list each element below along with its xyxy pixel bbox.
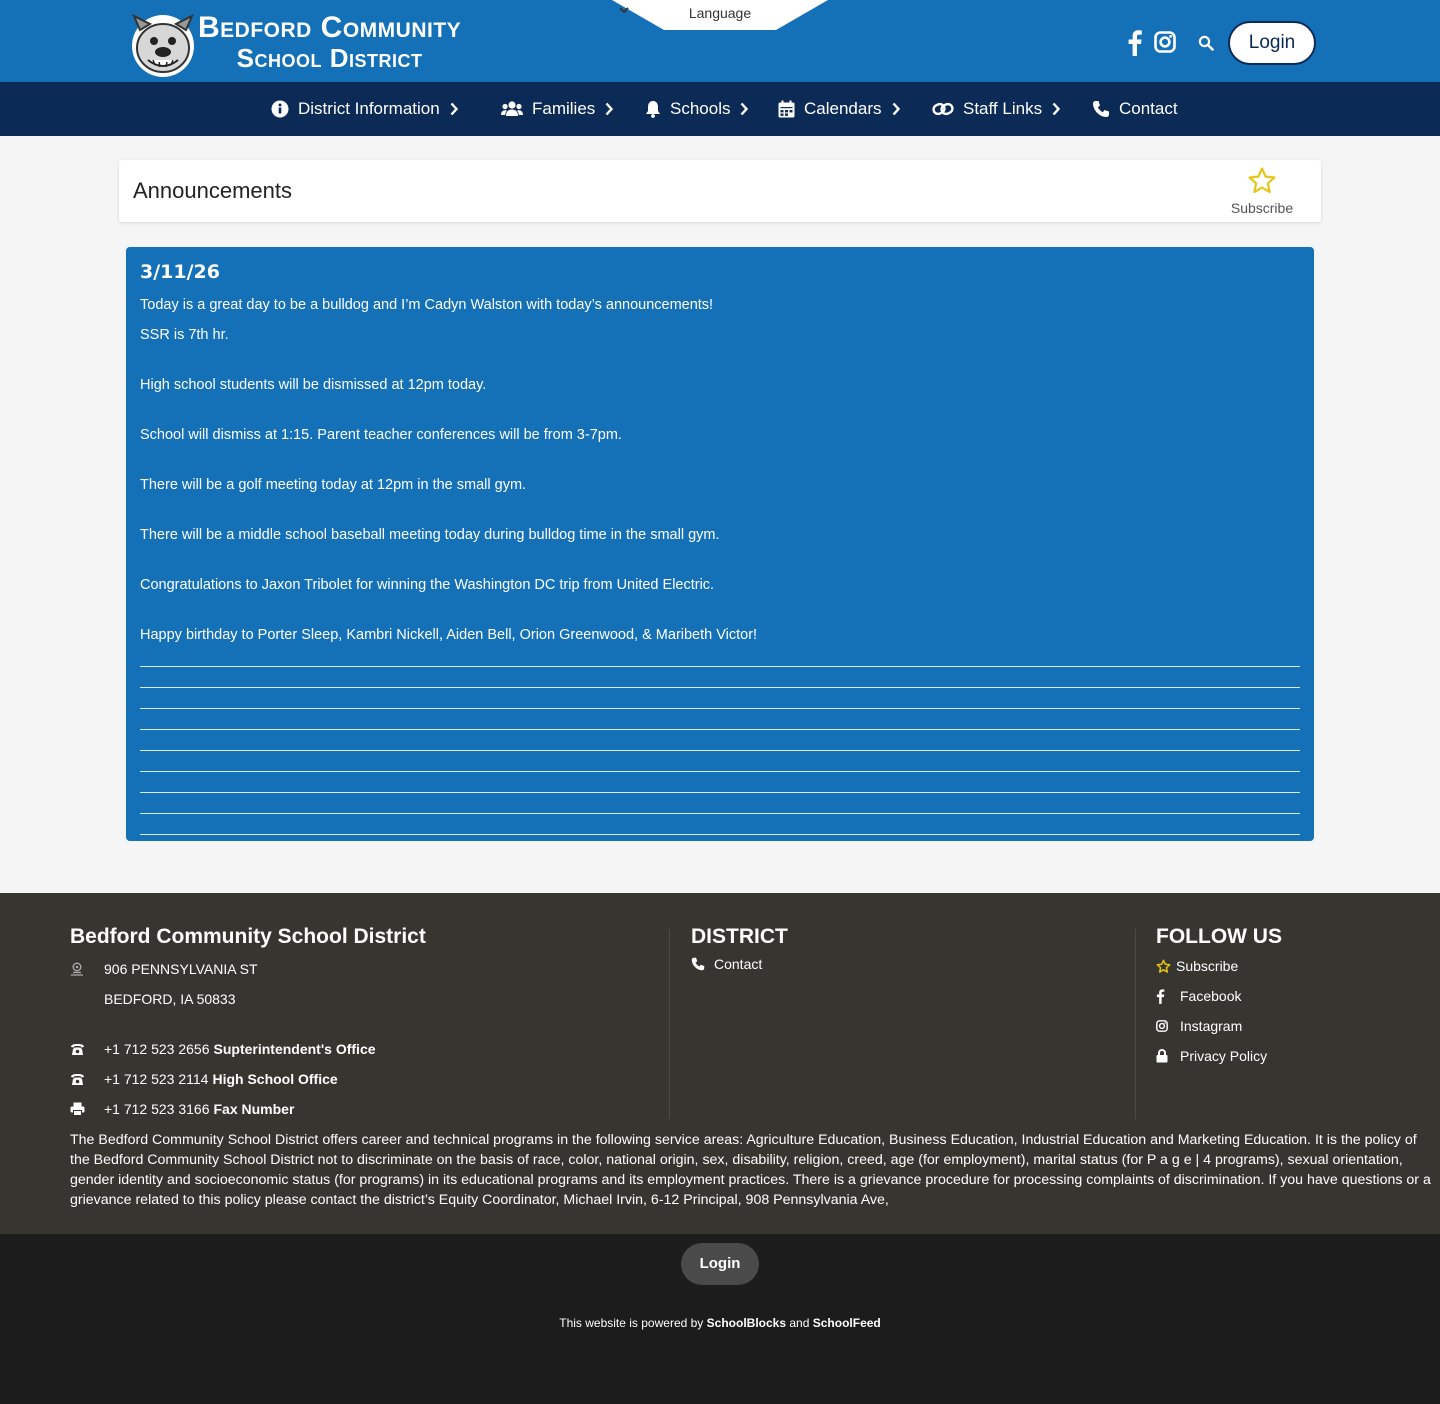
footer-link-label: Privacy Policy [1180,1048,1268,1064]
footer-link-label: Contact [714,956,763,972]
main-nav [0,82,1440,136]
announcement-line: Happy birthday to Porter Sleep, Kambri Nickell, Aiden Bell, Orion Greenwood, & Maribeth Victor! [140,627,758,643]
star-icon [1247,166,1277,196]
phone-icon [691,957,714,971]
announcement-line: Today is a great day to be a bulldog and I’m Cadyn Walston with today’s announcements! [140,297,714,313]
language-label: Language [688,5,752,21]
login-button[interactable]: Login [1228,21,1316,65]
lock-icon [1156,1049,1180,1063]
footer-org-name: Bedford Community School District [70,925,426,948]
nav-item-schools[interactable] [645,82,749,136]
fax-label: Fax Number [213,1101,295,1117]
nav-item-label: Schools [670,99,731,118]
announcement-line: High school students will be dismissed at 12pm today. [140,377,487,393]
footer-fax[interactable] [70,1101,294,1117]
divider [140,813,1300,814]
footer-link-label: Facebook [1180,988,1242,1004]
powered-prefix: This website is powered by [559,1316,704,1330]
bulldog-logo-icon [128,8,198,78]
phone-label: High School Office [212,1071,338,1087]
announcement-line: Congratulations to Jaxon Tribolet for winning the Washington DC trip from United Electric. [140,577,715,593]
logo-title-line1: Bedford Community [198,11,462,44]
divider [140,708,1300,709]
chevron-down-icon [618,5,630,15]
phone-icon [1092,100,1110,118]
nav-item-label: Families [532,99,596,118]
chevron-right-icon [1051,102,1061,116]
announcement-line: School will dismiss at 1:15. Parent teacher conferences will be from 3-7pm. [140,427,622,443]
chevron-right-icon [891,102,901,116]
calendar-icon [778,100,795,118]
footer-link-contact[interactable] [691,956,762,972]
divider [140,771,1300,772]
nav-item-label: District Information [298,99,440,118]
nondiscrimination-statement: The Bedford Community School District offers career and technical programs in the following service areas: Agriculture Education, Business Education, Industrial Education and Marketing Education. It is the policy of the Bedford Community School District not to discriminate on the basis of race, color, national origin, sex, disability, religion, creed, age (for employment), marital status (for P a g e | 4 programs), sexual orientation, gender identity and socioeconomic status (for programs) in its educational programs and its employment practices. There is a grievance procedure for processing complaints of discrimination. If you have questions or a grievance related to this policy please contact the district’s Equity Coordinator, Michael Irvin, 6-12 Principal, 908 Pennsylvania Ave, [70,1132,1431,1208]
phone-label: Supterintendent's Office [213,1041,376,1057]
address-line2: BEDFORD, IA 50833 [104,991,236,1007]
chevron-right-icon [449,102,459,116]
nav-item-contact[interactable] [1092,82,1178,136]
footer-address [70,961,258,977]
phone-number: +1 712 523 2114 [104,1071,209,1087]
nav-item-district-information[interactable] [271,82,459,136]
chevron-right-icon [604,102,614,116]
phone-icon [70,1043,104,1056]
nav-item-label: Calendars [804,99,882,118]
footer-link-privacy-policy[interactable] [1156,1048,1267,1064]
nav-item-staff-links[interactable] [932,82,1061,136]
powered-and: and [789,1316,810,1330]
footer-link-subscribe[interactable] [1156,958,1238,974]
phone-icon [70,1073,104,1086]
users-icon [501,100,523,118]
search-icon[interactable] [1198,35,1214,51]
footer-phone[interactable] [70,1041,376,1057]
bell-icon [645,100,661,118]
divider [140,792,1300,793]
announcement-post [126,247,1314,841]
page-title: Announcements [133,178,292,203]
announcement-line: There will be a middle school baseball meeting today during bulldog time in the small gym. [140,527,720,543]
announcement-date: 3/11/26 [140,261,220,283]
star-icon [1156,959,1176,974]
footer-link-label: Subscribe [1176,958,1239,974]
nav-item-label: Contact [1119,99,1178,118]
announcement-line: SSR is 7th hr. [140,327,229,343]
fax-icon [70,1102,104,1116]
footer-link-label: Instagram [1180,1018,1243,1034]
language-selector[interactable] [612,0,828,30]
district-logo[interactable] [128,8,461,78]
divider [140,834,1300,835]
nav-item-families[interactable] [501,82,614,136]
instagram-icon[interactable] [1154,31,1176,53]
logo-title-line2: School District [236,43,423,73]
divider [140,729,1300,730]
info-icon [271,100,289,118]
nav-item-calendars[interactable] [778,82,901,136]
footer-follow-heading: FOLLOW US [1156,925,1282,948]
schoolfeed-link[interactable]: SchoolFeed [812,1316,881,1330]
divider [140,750,1300,751]
footer-login-button[interactable]: Login [681,1243,759,1285]
announcement-line: There will be a golf meeting today at 12pm in the small gym. [140,477,527,493]
link-icon [932,101,954,117]
powered-by [0,1316,1440,1330]
announcements-header-card [119,160,1321,222]
nav-item-label: Staff Links [963,99,1043,118]
fax-number: +1 712 523 3166 [104,1101,210,1117]
instagram-icon [1156,1020,1180,1032]
divider [140,687,1300,688]
facebook-icon [1156,989,1180,1004]
footer-column-divider [669,929,670,1119]
footer-address-line2 [104,991,236,1007]
footer-district-heading: DISTRICT [691,925,788,948]
footer-phone[interactable] [70,1071,338,1087]
chevron-right-icon [739,102,749,116]
address-line1: 906 PENNSYLVANIA ST [104,961,258,977]
site-bottom-bar [0,1234,1440,1404]
subscribe-button[interactable] [1229,166,1295,216]
footer-link-facebook[interactable] [1156,988,1241,1004]
footer-column-divider [1135,929,1136,1119]
site-footer [0,893,1440,1234]
site-header [0,0,1440,82]
divider [140,666,1300,667]
facebook-icon[interactable] [1127,30,1143,56]
schoolblocks-link[interactable]: SchoolBlocks [706,1316,787,1330]
subscribe-label: Subscribe [1230,200,1294,216]
map-pin-icon [70,962,104,976]
footer-link-instagram[interactable] [1156,1018,1242,1034]
phone-number: +1 712 523 2656 [104,1041,210,1057]
